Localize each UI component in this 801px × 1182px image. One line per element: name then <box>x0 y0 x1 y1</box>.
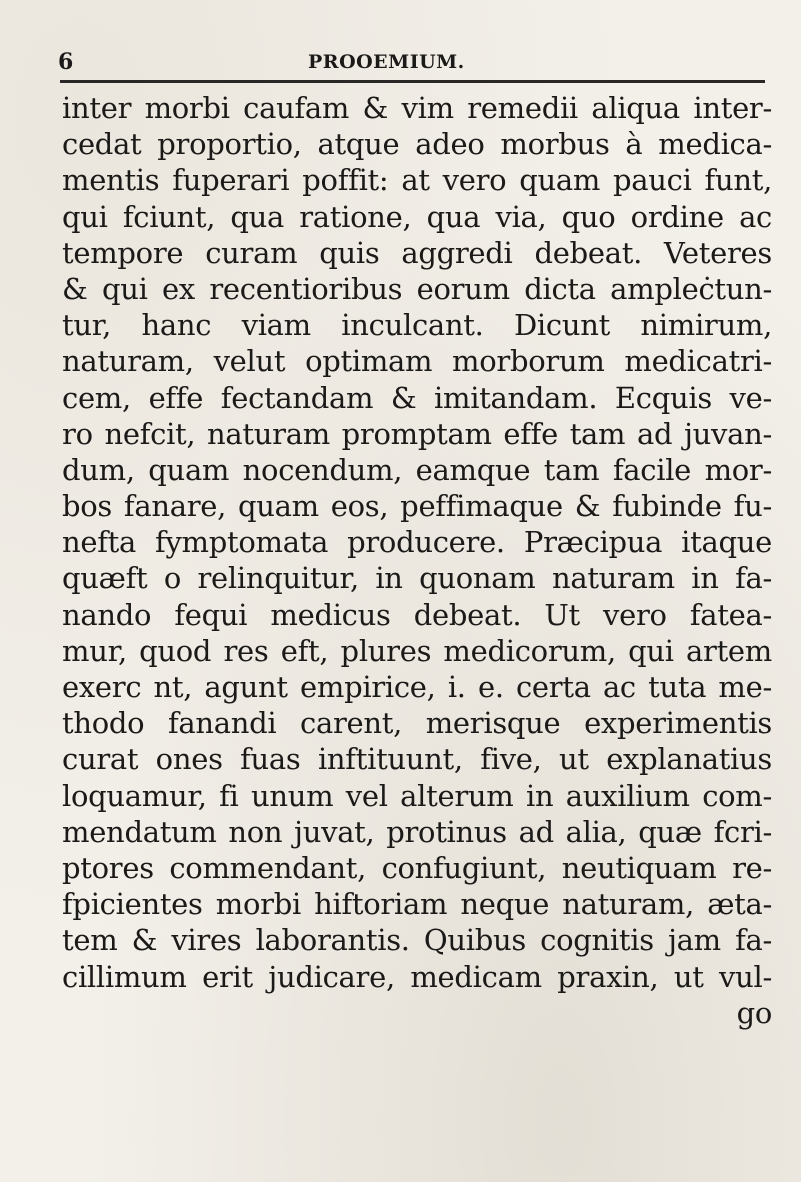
header-rule <box>60 80 765 83</box>
text-line: dum, quam nocendum, eamque tam facile mor- <box>62 452 772 487</box>
text-line: thodo fanandi carent, merisque experimentis <box>62 706 772 741</box>
page-header <box>58 47 768 77</box>
text-line: fpicientes morbi hiftoriam neque naturam, æta- <box>62 887 772 922</box>
text-line: cillimum erit judicare, medicam praxin, ut vul- <box>62 959 772 994</box>
body-text <box>62 90 772 1031</box>
text-line: nefta fymptomata producere. Præcipua itaque <box>62 525 772 560</box>
text-line: bos fanare, quam eos, peffimaque & fubinde fu- <box>62 489 772 524</box>
text-line: mur, quod res eft, plures medicorum, qui artem <box>62 633 772 668</box>
text-line: naturam, velut optimam morborum medicatri- <box>62 344 772 379</box>
text-line: tem & vires laborantis. Quibus cognitis jam fa- <box>62 923 772 958</box>
text-line: ptores commendant, confugiunt, neutiquam re- <box>62 850 772 885</box>
text-line: & qui ex recentioribus eorum dicta ampleċtun- <box>62 271 772 306</box>
page-number: 6 <box>58 49 74 75</box>
text-line: nando fequi medicus debeat. Ut vero fatea- <box>62 597 772 632</box>
text-line: tempore curam quis aggredi debeat. Veteres <box>62 235 772 270</box>
text-line: ro nefcit, naturam promptam effe tam ad juvan- <box>62 416 772 451</box>
text-line: loquamur, fi unum vel alterum in auxilium com- <box>62 778 772 813</box>
text-line: curat ones fuas inftituunt, five, ut explanatius <box>62 742 772 777</box>
text-line: cem, effe fectandam & imitandam. Ecquis ve- <box>62 380 772 415</box>
text-line: mendatum non juvat, protinus ad alia, quæ fcri- <box>62 814 772 849</box>
text-line: tur, hanc viam inculcant. Dicunt nimirum, <box>62 308 772 343</box>
text-line: quæft o relinquitur, in quonam naturam in fa- <box>62 561 772 596</box>
catchword: go <box>736 995 772 1030</box>
running-title: PROOEMIUM. <box>308 51 465 73</box>
text-line: exerc nt, agunt empirice, i. e. certa ac tuta me- <box>62 670 772 704</box>
text-line: inter morbi caufam & vim remedii aliqua inter- <box>62 91 772 125</box>
text-line: mentis fuperari poffit: at vero quam pauci funt, <box>62 163 772 198</box>
text-line: cedat proportio, atque adeo morbus à medica- <box>62 127 772 162</box>
text-line: qui fciunt, qua ratione, qua via, quo ordine ac <box>62 199 772 234</box>
